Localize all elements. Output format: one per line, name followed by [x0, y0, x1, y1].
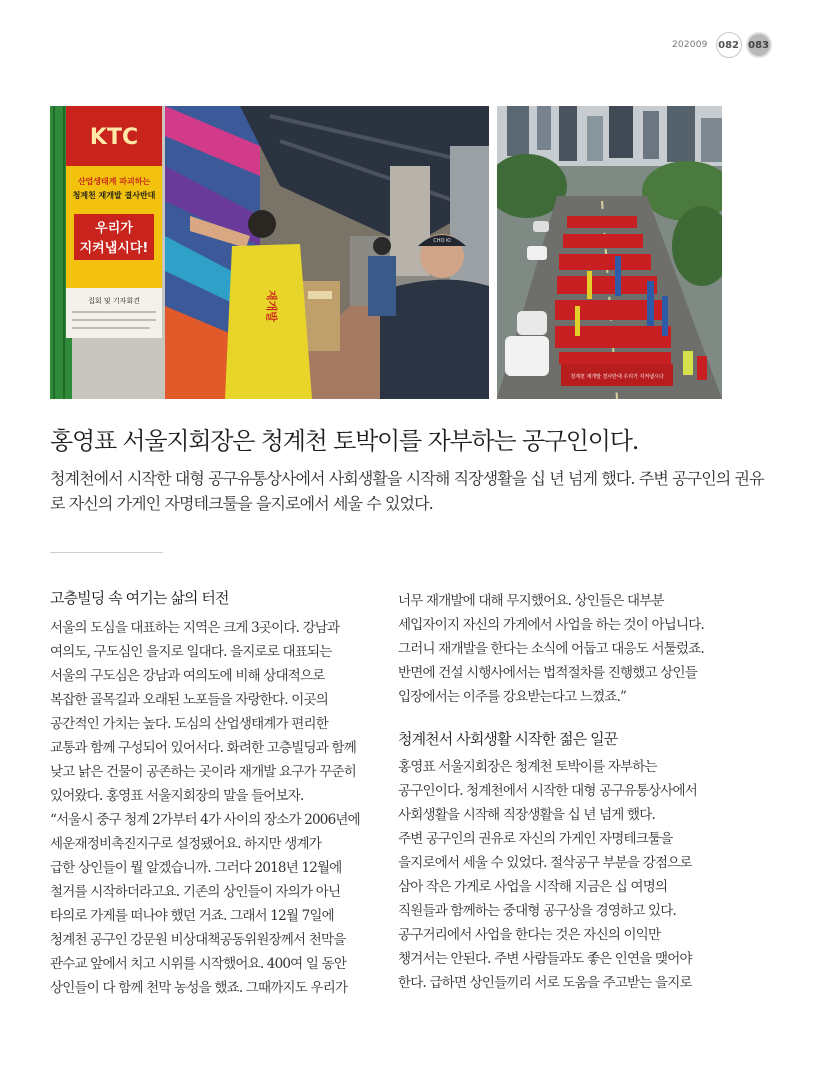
body-line: 그러니 재개발을 한다는 소식에 어둡고 대응도 서툴렀죠. — [398, 641, 704, 657]
poster-line-1: 산업생태계 파괴하는 — [77, 177, 151, 186]
lead-line: 청계천에서 시작한 대형 공구유통상사에서 사회생활을 시작해 직장생활을 십 년 넘게 했다. — [50, 469, 635, 488]
article-column-left — [50, 586, 370, 1000]
body-line: 반면에 건설 시행사에서는 법적절차를 진행했고 상인들 — [398, 665, 697, 681]
body-line: 급한 상인들이 뭘 알겠습니까. 그러다 2018년 12월에 — [50, 860, 342, 876]
body-line: 서울의 구도심은 강남과 여의도에 비해 상대적으로 — [50, 668, 325, 684]
body-line: 철거를 시작하더라고요. 기존의 상인들이 자의가 아닌 — [50, 884, 341, 900]
body-line: 여의도, 구도심인 을지로 일대다. 을지로로 대표되는 — [50, 644, 332, 660]
body-line: 관수교 앞에서 치고 시위를 시작했어요. 400여 일 동안 — [50, 956, 347, 972]
vest-text: 재개발 — [265, 290, 278, 322]
body-line: 홍영표 서울지회장은 청계천 토박이를 자부하는 — [398, 759, 657, 775]
body-line: 청계천 공구인 강문원 비상대책공동위원장께서 천막을 — [50, 932, 346, 948]
body-line: 사회생활을 시작해 직장생활을 십 년 넘게 했다. — [398, 807, 656, 823]
body-line: 한다. 급하면 상인들끼리 서로 도움을 주고받는 을지로 — [398, 975, 692, 991]
body-line: 낮고 낡은 건물이 공존하는 곳이라 재개발 요구가 꾸준히 — [50, 764, 356, 780]
body-line: 너무 재개발에 대해 무지했어요. 상인들은 대부분 — [398, 593, 664, 609]
body-line: 세입자이지 자신의 가게에서 사업을 하는 것이 아닙니다. — [398, 617, 704, 633]
body-line: 있어왔다. 홍영표 서울지회장의 말을 들어보자. — [50, 788, 304, 804]
body-line: 상인들이 다 함께 천막 농성을 했죠. 그때까지도 우리가 — [50, 980, 348, 996]
section-divider — [50, 552, 163, 553]
body-line: 을지로에서 세울 수 있었다. 절삭공구 부분을 강점으로 — [398, 855, 692, 871]
body-line: 서울의 도심을 대표하는 지역은 크게 3곳이다. 강남과 — [50, 620, 340, 636]
page-folio — [672, 30, 772, 60]
section-heading: 청계천서 사회생활 시작한 젊은 일꾼 — [398, 730, 618, 748]
body-line: 타의로 가게를 떠나야 했던 거죠. 그래서 12월 7일에 — [50, 908, 334, 924]
poster-line-3: 우리가 — [95, 221, 133, 236]
march-banner-text: 청계천 재개발 결사반대 우리가 지켜냅시다 — [570, 374, 664, 380]
body-line: 복잡한 골목길과 오래된 노포들을 자랑한다. 이곳의 — [50, 692, 329, 708]
body-line: “서울시 중구 청계 2가부터 4가 사이의 장소가 2006년에 — [50, 812, 360, 828]
issue-date: 202009 — [672, 40, 708, 50]
body-line: 공구인이다. 청계천에서 시작한 대형 공구유통상사에서 — [398, 783, 697, 799]
body-line: 교통과 함께 구성되어 있어서다. 화려한 고층빌딩과 함께 — [50, 740, 356, 756]
body-line: 직원들과 함께하는 중대형 공구상을 경영하고 있다. — [398, 903, 677, 919]
body-line: 챙겨서는 안된다. 주변 사람들과도 좋은 인연을 맺어야 — [398, 951, 692, 967]
poster-line-4: 지켜냅시다! — [79, 241, 149, 256]
lead-line: 주변 공구인의 권유로 자신의 가게인 자명테크툴을 을지로에서 세울 수 있었다. — [50, 469, 764, 513]
body-line: 세운재정비촉진지구로 설정됐어요. 하지만 생계가 — [50, 836, 322, 852]
poster-brand: KTC — [89, 125, 139, 150]
body-line: 입장에서는 이주를 강요받는다고 느꼈죠.” — [398, 689, 627, 705]
body-line: 주변 공구인의 권유로 자신의 가게인 자명테크툴을 — [398, 831, 673, 847]
poster-line-5: 집회 및 기자회견 — [88, 297, 140, 305]
body-line: 공구거리에서 사업을 한다는 것은 자신의 이익만 — [398, 927, 661, 943]
article-column-right — [398, 589, 718, 995]
section-heading: 고층빌딩 속 여기는 삶의 터전 — [50, 589, 229, 607]
page-number-left: 082 — [716, 32, 742, 58]
article-lead — [50, 466, 770, 516]
cap-text: CHO KI — [433, 238, 451, 244]
page-number-right: 083 — [746, 32, 772, 58]
street-march-photo — [497, 106, 722, 399]
body-line: 삼아 작은 가게로 사업을 시작해 지금은 십 여명의 — [398, 879, 668, 895]
article-headline: 홍영표 서울지회장은 청계천 토박이를 자부하는 공구인이다. — [50, 427, 639, 455]
protest-poster-photo — [50, 106, 489, 399]
body-line: 공간적인 가치는 높다. 도심의 산업생태계가 편리한 — [50, 716, 329, 732]
poster-line-2: 청계천 재개발 결사반대 — [72, 191, 156, 200]
